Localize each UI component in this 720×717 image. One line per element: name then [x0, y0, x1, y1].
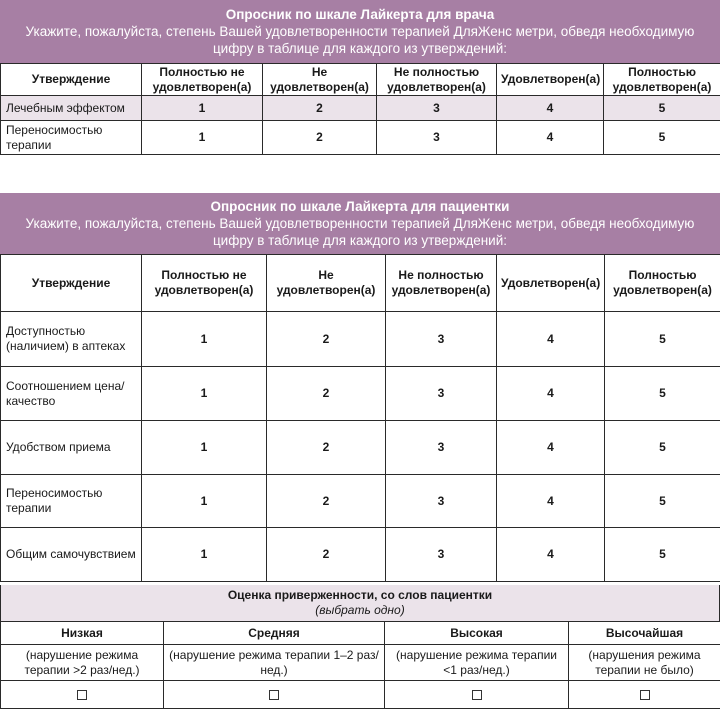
- rating-option[interactable]: 1: [142, 421, 267, 475]
- rating-option[interactable]: 1: [142, 367, 267, 421]
- rating-option[interactable]: 4: [497, 121, 604, 155]
- patient-header-row: [1, 255, 720, 312]
- doctor-table: [0, 63, 720, 155]
- table-row: [1, 367, 720, 421]
- col-header: Утверждение: [1, 255, 142, 312]
- level-description: (нарушение режима терапии 1–2 раз/нед.): [164, 645, 385, 681]
- doctor-header-row: [1, 64, 720, 96]
- adherence-table: [0, 621, 720, 709]
- patient-questionnaire: [0, 193, 720, 582]
- adherence-section: [0, 585, 720, 709]
- patient-table: [0, 254, 720, 582]
- rating-option[interactable]: 5: [605, 421, 720, 475]
- adherence-title: Оценка приверженности, со слов пациентки: [227, 588, 493, 602]
- level-description: (нарушение режима терапии >2 раз/нед.): [1, 645, 164, 681]
- col-header: Полностью не удовлетворен(а): [142, 64, 263, 96]
- high-checkbox[interactable]: [472, 690, 482, 700]
- col-header: Утверждение: [1, 64, 142, 96]
- medium-checkbox[interactable]: [269, 690, 279, 700]
- rating-option[interactable]: 4: [497, 367, 605, 421]
- patient-subtitle-line1: Укажите, пожалуйста, степень Вашей удовлетворенности терапией ДляЖенс метри, обведя необходимую: [25, 216, 695, 231]
- rating-option[interactable]: 2: [263, 121, 377, 155]
- doctor-questionnaire: [0, 0, 720, 155]
- statement: Доступностью (наличием) в аптеках: [1, 312, 142, 367]
- statement: Лечебным эффектом: [1, 96, 142, 121]
- rating-option[interactable]: 3: [386, 475, 497, 528]
- checkbox-cell: [385, 681, 569, 709]
- doctor-header: [0, 0, 720, 63]
- table-row: [1, 528, 720, 582]
- level-name: Низкая: [1, 622, 164, 645]
- doctor-subtitle-line1: Укажите, пожалуйста, степень Вашей удовлетворенности терапией ДляЖенс метри, обведя необходимую: [25, 24, 695, 39]
- level-name: Высокая: [385, 622, 569, 645]
- rating-option[interactable]: 5: [605, 367, 720, 421]
- adherence-desc-row: [1, 645, 720, 681]
- checkbox-cell: [1, 681, 164, 709]
- rating-option[interactable]: 3: [386, 367, 497, 421]
- col-header: Не удовлетворен(а): [267, 255, 386, 312]
- highest-checkbox[interactable]: [640, 690, 650, 700]
- statement: Переносимостью терапии: [1, 121, 142, 155]
- patient-title: Опросник по шкале Лайкерта для пациентки: [210, 199, 510, 214]
- rating-option[interactable]: 4: [497, 312, 605, 367]
- statement: Переносимостью терапии: [1, 475, 142, 528]
- rating-option[interactable]: 3: [386, 312, 497, 367]
- adherence-level-row: [1, 622, 720, 645]
- rating-option[interactable]: 4: [497, 528, 605, 582]
- col-header: Полностью не удовлетворен(а): [142, 255, 267, 312]
- rating-option[interactable]: 2: [267, 421, 386, 475]
- table-row: [1, 312, 720, 367]
- statement: Соотношением цена/ качество: [1, 367, 142, 421]
- rating-option[interactable]: 5: [605, 312, 720, 367]
- rating-option[interactable]: 4: [497, 421, 605, 475]
- col-header: Не полностью удовлетворен(а): [377, 64, 497, 96]
- rating-option[interactable]: 5: [605, 475, 720, 528]
- rating-option[interactable]: 3: [386, 421, 497, 475]
- rating-option[interactable]: 1: [142, 475, 267, 528]
- rating-option[interactable]: 2: [267, 528, 386, 582]
- rating-option[interactable]: 5: [604, 121, 720, 155]
- table-row: [1, 96, 720, 121]
- rating-option[interactable]: 2: [267, 312, 386, 367]
- rating-option[interactable]: 4: [497, 475, 605, 528]
- adherence-checkbox-row: [1, 681, 720, 709]
- level-description: (нарушение режима терапии <1 раз/нед.): [385, 645, 569, 681]
- level-name: Средняя: [164, 622, 385, 645]
- statement: Удобством приема: [1, 421, 142, 475]
- rating-option[interactable]: 2: [267, 367, 386, 421]
- rating-option[interactable]: 2: [267, 475, 386, 528]
- rating-option[interactable]: 5: [605, 528, 720, 582]
- level-description: (нарушения режима терапии не было): [569, 645, 720, 681]
- table-row: [1, 475, 720, 528]
- patient-subtitle-line2: цифру в таблице для каждого из утверждений:: [212, 233, 508, 248]
- checkbox-cell: [164, 681, 385, 709]
- table-row: [1, 421, 720, 475]
- rating-option[interactable]: 3: [377, 121, 497, 155]
- col-header: Не удовлетворен(а): [263, 64, 377, 96]
- col-header: Полностью удовлетворен(а): [605, 255, 720, 312]
- col-header: Удовлетворен(а): [497, 255, 605, 312]
- col-header: Полностью удовлетворен(а): [604, 64, 720, 96]
- doctor-subtitle-line2: цифру в таблице для каждого из утверждений:: [212, 41, 508, 56]
- patient-header: [0, 193, 720, 254]
- rating-option[interactable]: 4: [497, 96, 604, 121]
- adherence-subtitle: (выбрать одно): [315, 603, 405, 617]
- rating-option[interactable]: 3: [386, 528, 497, 582]
- rating-option[interactable]: 5: [604, 96, 720, 121]
- col-header: Удовлетворен(а): [497, 64, 604, 96]
- rating-option[interactable]: 1: [142, 312, 267, 367]
- level-name: Высочайшая: [569, 622, 720, 645]
- table-row: [1, 121, 720, 155]
- rating-option[interactable]: 1: [142, 96, 263, 121]
- col-header: Не полностью удовлетворен(а): [386, 255, 497, 312]
- doctor-title: Опросник по шкале Лайкерта для врача: [225, 7, 495, 22]
- statement: Общим самочувствием: [1, 528, 142, 582]
- rating-option[interactable]: 3: [377, 96, 497, 121]
- rating-option[interactable]: 2: [263, 96, 377, 121]
- checkbox-cell: [569, 681, 720, 709]
- rating-option[interactable]: 1: [142, 121, 263, 155]
- adherence-header: [0, 585, 720, 621]
- rating-option[interactable]: 1: [142, 528, 267, 582]
- low-checkbox[interactable]: [77, 690, 87, 700]
